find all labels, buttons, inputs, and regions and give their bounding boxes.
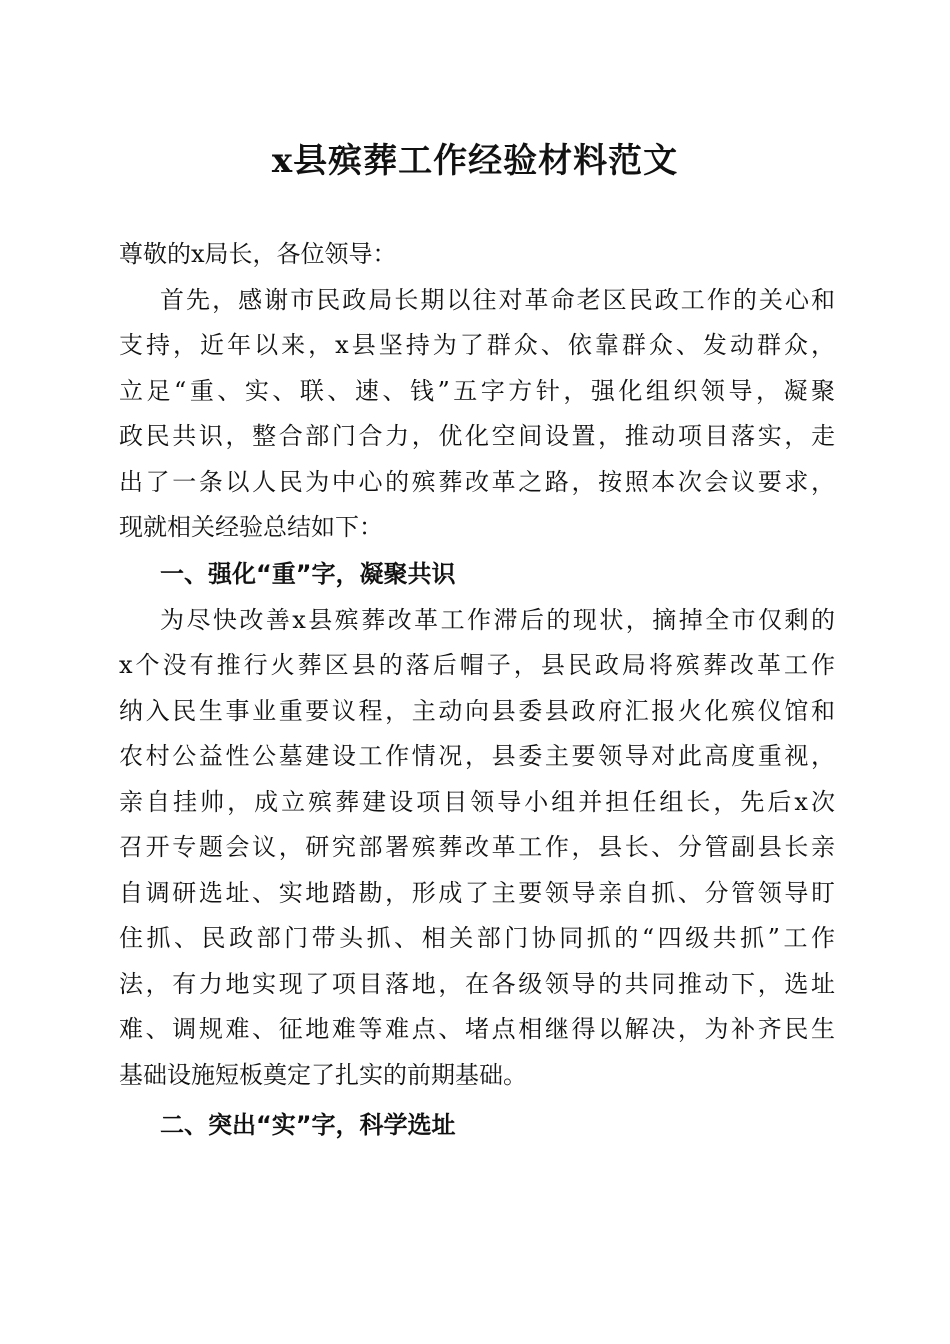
paragraph-line: 基础设施短板奠定了扎实的前期基础。	[119, 1060, 527, 1089]
paragraph-line: 难、调规难、征地难等难点、堵点相继得以解决，为补齐民生	[119, 1015, 835, 1043]
paragraph-line: 支持，近年以来，x县坚持为了群众、依靠群众、发动群众，	[119, 331, 835, 359]
salutation: 尊敬的x局长，各位领导：	[119, 240, 397, 268]
paragraph-line: x个没有推行火葬区县的落后帽子，县民政局将殡葬改革工作	[119, 651, 835, 679]
document-title: x县殡葬工作经验材料范文	[271, 141, 679, 181]
paragraph-line: 召开专题会议，研究部署殡葬改革工作，县长、分管副县长亲	[119, 833, 835, 861]
paragraph-line: 纳入民生事业重要议程，主动向县委县政府汇报火化殡仪馆和	[119, 696, 835, 725]
section-heading-2: 二、突出“实”字，科学选址	[160, 1111, 456, 1139]
section-heading-1: 一、强化“重”字，凝聚共识	[160, 559, 456, 588]
paragraph-line: 法，有力地实现了项目落地，在各级领导的共同推动下，选址	[119, 969, 835, 998]
paragraph-line: 住抓、民政部门带头抓、相关部门协同抓的“四级共抓”工作	[119, 924, 835, 952]
paragraph-line: 出了一条以人民为中心的殡葬改革之路，按照本次会议要求，	[119, 467, 835, 496]
section-1-paragraph	[119, 598, 835, 1099]
paragraph-line: 首先，感谢市民政局长期以往对革命老区民政工作的关心和	[160, 285, 835, 314]
paragraph-line: 政民共识，整合部门合力，优化空间设置，推动项目落实，走	[119, 422, 835, 450]
paragraph-line: 立足“重、实、联、速、钱”五字方针，强化组织领导，凝聚	[119, 376, 835, 405]
paragraph-line: 自调研选址、实地踏勘，形成了主要领导亲自抓、分管领导盯	[119, 878, 835, 907]
intro-paragraph	[119, 278, 835, 551]
paragraph-line: 现就相关经验总结如下：	[119, 513, 383, 541]
paragraph-line: 亲自挂帅，成立殡葬建设项目领导小组并担任组长，先后x次	[119, 787, 835, 816]
document-body	[119, 232, 835, 1149]
paragraph-line: 为尽快改善x县殡葬改革工作滞后的现状，摘掉全市仅剩的	[160, 605, 835, 634]
paragraph-line: 农村公益性公墓建设工作情况，县委主要领导对此高度重视，	[119, 742, 835, 770]
